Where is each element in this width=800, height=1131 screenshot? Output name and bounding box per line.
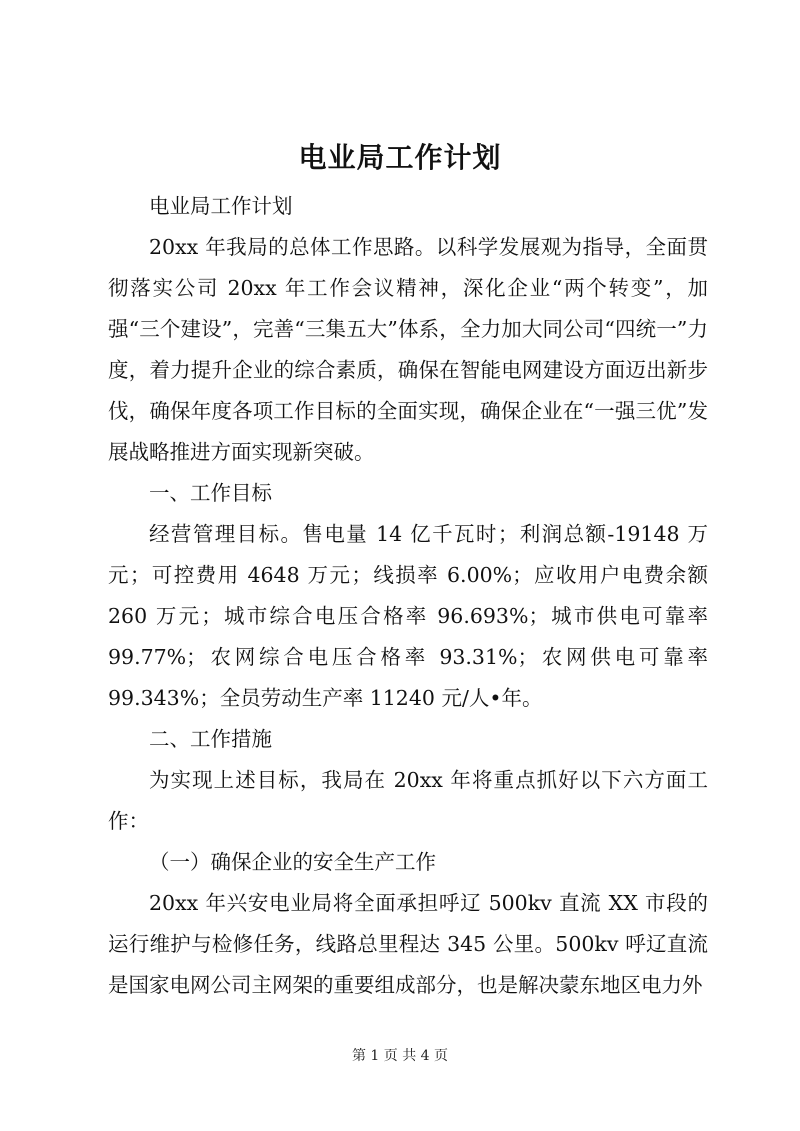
document-body <box>108 186 708 1006</box>
paragraph-operating-goals: 经营管理目标。售电量 14 亿千瓦时；利润总额-19148 万元；可控费用 4648 万元；线损率 6.00%；应收用户电费余额 260 万元；城市综合电压合格率 96.693%；城市供电可靠率 99.77%；农网综合电压合格率 93.31%；农网供电可靠率 99.343%；全员劳动生产率 11240 元/人•年。 <box>108 522 708 710</box>
paragraph-overall-approach: 20xx 年我局的总体工作思路。以科学发展观为指导，全面贯彻落实公司 20xx 年工作会议精神，深化企业“两个转变”，加强“三个建设”，完善“三集五大”体系，全力加大同公司“四统一”力度，着力提升企业的综合素质，确保在智能电网建设方面迈出新步伐，确保年度各项工作目标的全面实现，确保企业在“一强三优”发展战略推进方面实现新突破。 <box>108 235 708 464</box>
subsection-heading-safety: （一）确保企业的安全生产工作 <box>149 850 436 874</box>
document-title: 电业局工作计划 <box>298 141 502 174</box>
paragraph-safety-details: 20xx 年兴安电业局将全面承担呼辽 500kv 直流 XX 市段的运行维护与检修任务，线路总里程达 345 公里。500kv 呼辽直流是国家电网公司主网架的重要组成部分，也是解决蒙东地区电力外 <box>108 891 708 997</box>
paragraph-measures-intro: 为实现上述目标，我局在 20xx 年将重点抓好以下六方面工作： <box>108 768 708 833</box>
section-heading-measures: 二、工作措施 <box>149 727 272 751</box>
paragraph-heading-repeat: 电业局工作计划 <box>149 194 293 218</box>
section-heading-goals: 一、工作目标 <box>149 481 272 505</box>
page-footer: 第 1 页 共 4 页 <box>351 1048 449 1064</box>
